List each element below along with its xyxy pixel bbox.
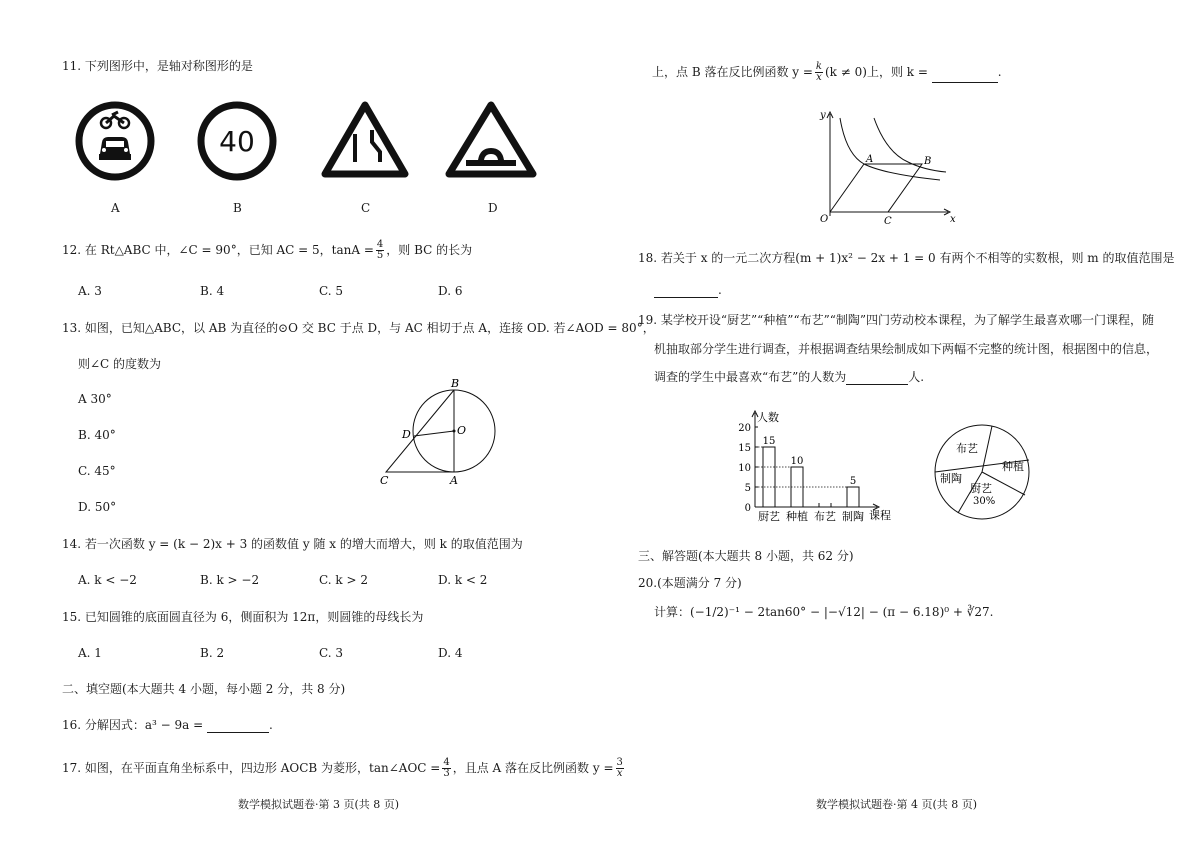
q14-stem: 14. 若一次函数 y = (k − 2)x + 3 的函数值 y 随 x 的增大而增大，则 k 的取值范围为 [62, 537, 523, 551]
q12-option-b: B. 4 [200, 284, 225, 298]
q17-axis-y: y [820, 110, 826, 121]
q13-option-b: B. 40° [78, 428, 116, 442]
q20-title: 20.(本题满分 7 分) [638, 576, 742, 590]
bar-chart-bars [755, 436, 864, 523]
bar-data-label-0: 15 [762, 436, 776, 447]
pie-label-zhitao: 制陶 [940, 472, 962, 485]
bar-3 [847, 487, 859, 507]
q13-option-a: A 30° [78, 392, 112, 406]
bar-chart-ytick-label: 0 [744, 503, 751, 514]
q17-label-c: C [884, 216, 892, 227]
bar-category-label-1: 种植 [786, 510, 808, 523]
q13-label-c: C [380, 474, 389, 487]
q13-option-d: D. 50° [78, 500, 117, 514]
bar-chart-ytick-label: 5 [744, 483, 751, 494]
q19-line2: 机抽取部分学生进行调查，并根据调查结果绘制成如下两幅不完整的统计图，根据图中的信息， [654, 342, 1159, 356]
q17-k-fraction: $\frac{k}{x}$ [815, 61, 822, 83]
q17-continued: 上，点 B 落在反比例函数 y = $\frac{k}{x}$ (k ≠ 0)上，则 k = . [652, 61, 1002, 83]
q13-line1: 13. 如图，已知△ABC，以 AB 为直径的⊙O 交 BC 于点 D，与 AC 相切于点 A，连接 OD. 若∠AOD = 80°， [62, 321, 655, 335]
pie-label-buyi: 布艺 [956, 442, 978, 455]
q15-option-c: C. 3 [319, 646, 344, 660]
q11-label-a: A [111, 201, 120, 215]
q13-label-b: B [451, 377, 460, 390]
q17-label-a: A [866, 154, 874, 165]
q13-label-o: O [457, 424, 467, 437]
right-page [600, 0, 1200, 843]
pie-label-chuyi: 厨艺 [970, 482, 992, 495]
bar-category-label-2: 布艺 [814, 510, 836, 523]
bar-category-label-0: 厨艺 [758, 510, 780, 523]
q16-answer-blank [207, 732, 269, 733]
q18-answer-blank [654, 297, 718, 298]
q12-tan-fraction: $\frac{4}{5}$ [376, 239, 384, 261]
bar-chart-axes [752, 411, 879, 510]
q14-option-b: B. k > −2 [200, 573, 260, 587]
bar-chart-ytick-label: 10 [738, 463, 751, 474]
q17-label-b: B [924, 156, 932, 167]
q19-pie-chart [930, 420, 1040, 525]
q17-tan-fraction: $\frac{4}{3}$ [443, 757, 450, 779]
section-3-heading: 三、解答题(本大题共 8 小题，共 62 分) [638, 549, 854, 563]
bar-data-label-3: 5 [849, 476, 857, 487]
sign-b-speed-limit-icon [194, 98, 280, 184]
sign-c-road-narrows-icon [320, 100, 410, 180]
q18-stem: 18. 若关于 x 的一元二次方程(m + 1)x² − 2x + 1 = 0 有两个不相等的实数根，则 m 的取值范围是 [638, 251, 1175, 265]
sign-d-hump-bridge-icon [444, 100, 538, 180]
bar-missing-2 [819, 503, 831, 507]
pie-label-chuyi-percent: 30% [973, 496, 996, 507]
q17-answer-blank [932, 82, 998, 83]
q13-label-d: D [402, 428, 411, 441]
q14-option-d: D. k < 2 [438, 573, 488, 587]
bar-category-label-3: 制陶 [842, 510, 864, 523]
q17-rhombus-figure [812, 108, 962, 228]
q12-stem: 12. 在 Rt△ABC 中，∠C = 90°，已知 AC = 5，tanA = $\frac{4}{5}$ ，则 BC 的长为 [62, 239, 473, 261]
q14-option-c: C. k > 2 [319, 573, 368, 587]
bar-data-label-1: 10 [790, 456, 804, 467]
bar-0 [763, 447, 775, 507]
q17-axis-x: x [950, 214, 956, 225]
q15-option-a: A. 1 [78, 646, 102, 660]
q13-circle-figure [370, 372, 510, 490]
q19-answer-blank [846, 384, 908, 385]
left-page-footer: 数学模拟试题卷·第 3 页(共 8 页) [238, 798, 400, 811]
q11-label-c: C [361, 201, 371, 215]
q13-option-c: C. 45° [78, 464, 116, 478]
q15-stem: 15. 已知圆锥的底面圆直径为 6，侧面积为 12π，则圆锥的母线长为 [62, 610, 424, 624]
bar-chart-ylabel: 人数 [757, 411, 779, 424]
q20-calculation: 计算：(−1/2)⁻¹ − 2tan60° − |−√12| − (π − 6.18)⁰ + ∛27. [654, 605, 994, 619]
q18-answer-line: . [654, 282, 722, 298]
q12-option-c: C. 5 [319, 284, 344, 298]
q19-bar-chart [735, 405, 905, 525]
q19-line3: 调查的学生中最喜欢“布艺”的人数为 人. [654, 370, 925, 384]
q16-stem: 16. 分解因式：a³ − 9a = . [62, 718, 273, 732]
pie-label-zhongzhi: 种植 [1002, 460, 1024, 473]
section-2-heading: 二、填空题(本大题共 4 小题，每小题 2 分，共 8 分) [62, 682, 346, 696]
q15-option-d: D. 4 [438, 646, 463, 660]
sign-a-no-vehicles-icon [72, 98, 158, 184]
q12-option-a: A. 3 [78, 284, 102, 298]
q11-label-d: D [488, 201, 498, 215]
q17-label-o: O [820, 214, 829, 225]
bar-chart-xlabel: 课程 [869, 509, 891, 522]
q11-label-b: B [233, 201, 242, 215]
q13-label-a: A [450, 474, 458, 487]
bar-chart-ytick-label: 20 [738, 423, 751, 434]
q19-line1: 19. 某学校开设“厨艺”“种植”“布艺”“制陶”四门劳动校本课程，为了解学生最喜欢哪一门课程，随 [638, 313, 1154, 327]
bar-chart-ytick-label: 15 [738, 443, 751, 454]
q13-line2: 则∠C 的度数为 [78, 357, 162, 371]
q12-option-d: D. 6 [438, 284, 463, 298]
q17-stem: 17. 如图，在平面直角坐标系中，四边形 AOCB 为菱形，tan∠AOC = $\frac{4}{3}$ ，且点 A 落在反比例函数 y = $\frac{3}{x}$ [62, 757, 623, 779]
q17-function-fraction: $\frac{3}{x}$ [616, 757, 623, 779]
q14-option-a: A. k < −2 [78, 573, 137, 587]
q15-option-b: B. 2 [200, 646, 225, 660]
right-page-footer: 数学模拟试题卷·第 4 页(共 8 页) [816, 798, 978, 811]
sign-b-text: 40 [219, 125, 255, 158]
q11-stem: 11. 下列图形中，是轴对称图形的是 [62, 59, 253, 73]
